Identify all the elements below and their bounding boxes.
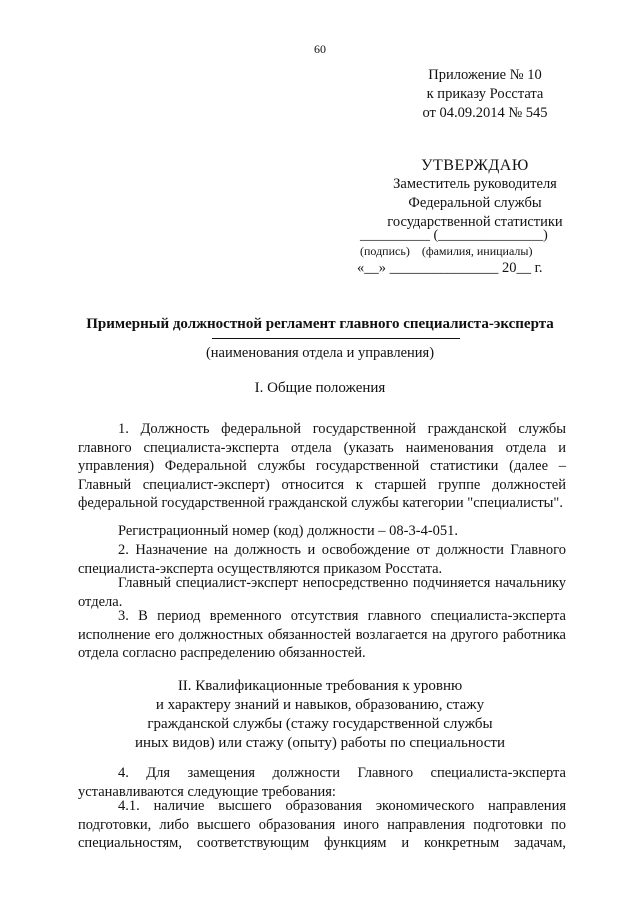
appendix-line-1: Приложение № 10 <box>428 67 542 83</box>
name-caption: (фамилия, инициалы) <box>421 244 533 258</box>
section-2-heading-line-2: и характеру знаний и навыков, образованию, стажу <box>155 697 485 713</box>
approval-line-1: Заместитель руководителя <box>393 176 557 192</box>
department-underline <box>212 338 460 339</box>
signature-captions <box>360 244 532 259</box>
section-2-heading-line-4: иных видов) или стажу (опыту) работы по специальности <box>134 735 506 751</box>
approval-line-3: государственной статистики <box>387 214 563 230</box>
approval-line-2: Федеральной службы <box>408 195 542 211</box>
appendix-reference <box>380 66 590 123</box>
signature-caption: (подпись) <box>360 244 410 258</box>
document-title: Примерный должностной регламент главного специалиста-эксперта <box>86 316 554 332</box>
section-1-paragraph-3: 2. Назначение на должность и освобождение от должности Главного специалиста-эксперта осуществляются приказом Росстата. <box>78 542 566 577</box>
section-1-paragraph-1: 1. Должность федеральной государственной гражданской службы главного специалиста-эксперта отдела (указать наименования отдела и управления) Федеральной службы государственной статистики (далее – Главный специалист-эксперт) относится к старшей группе должностей федеральной государственной гражданской службы категории "специалисты". <box>78 421 566 512</box>
appendix-line-2: к приказу Росстата <box>426 86 544 102</box>
section-2-heading-line-3: гражданской службы (стажу государственной службы <box>147 716 493 732</box>
section-2-paragraph-2: 4.1. наличие высшего образования экономического направления подготовки, либо высшего образования иного направления подготовки по специальностям, соответствующим функциям и конкретным задачам, <box>78 798 566 852</box>
date-line: «__» _______________ 20__ г. <box>357 260 543 276</box>
section-2-heading-line-1: II. Квалификационные требования к уровню <box>177 678 463 694</box>
section-2-heading <box>0 677 640 753</box>
department-caption: (наименования отдела и управления) <box>205 345 435 361</box>
signature-line: __________ (_______________) <box>360 228 548 243</box>
section-2-paragraph-1: 4. Для замещения должности Главного специалиста-эксперта устанавливаются следующие требования: <box>78 765 566 800</box>
page-number: 60 <box>314 42 326 56</box>
appendix-line-3: от 04.09.2014 № 545 <box>422 105 548 121</box>
section-1-paragraph-5: 3. В период временного отсутствия главного специалиста-эксперта исполнение его должностных обязанностей возлагается на другого работника отдела согласно распределению обязанностей. <box>78 608 566 662</box>
approval-title: УТВЕРЖДАЮ <box>421 157 529 174</box>
approval-block <box>350 156 600 232</box>
section-1-heading: I. Общие положения <box>254 380 386 396</box>
section-1-paragraph-2: Регистрационный номер (код) должности – 08-3-4-051. <box>118 523 459 539</box>
section-1-paragraph-4: Главный специалист-эксперт непосредственно подчиняется начальнику отдела. <box>78 575 566 610</box>
